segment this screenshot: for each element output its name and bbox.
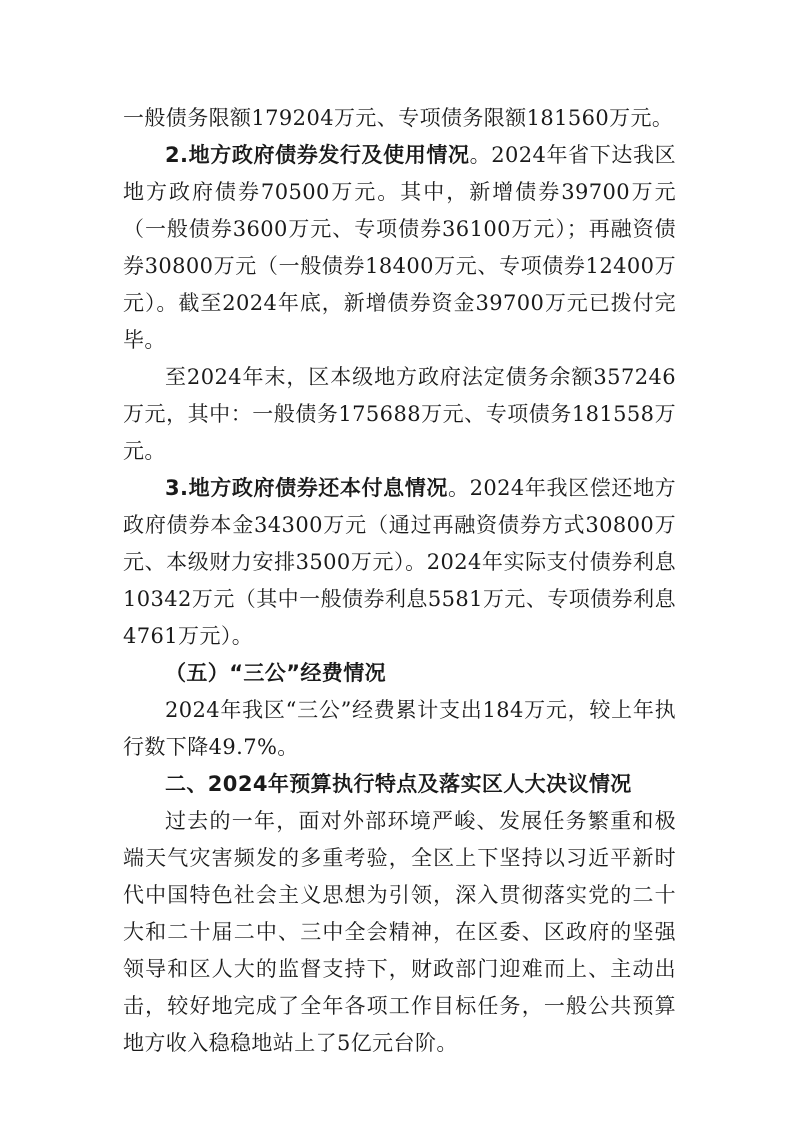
paragraph-text: 过去的一年，面对外部环境严峻、发展任务繁重和极端天气灾害频发的多重考验，全区上下坚持以习近平新时代中国特色社会主义思想为引领，深入贯彻落实党的二十大和二十届二中、三中全会精神，在区委、区政府的坚强领导和区人大的监督支持下，财政部门迎难而上、主动出击，较好地完成了全年各项工作目标任务，一般公共预算地方收入稳稳地站上了5亿元台阶。: [123, 809, 676, 1055]
paragraph-three-public-expenses: [123, 692, 676, 766]
heading-text: 二、2024年预算执行特点及落实区人大决议情况: [165, 772, 632, 796]
section-lead-bond-repayment: 3.地方政府债券还本付息情况: [165, 476, 449, 500]
document-body: [123, 100, 676, 1062]
paragraph-text: 。2024年我区偿还地方政府债券本金34300万元（通过再融资债券方式30800万元、本级财力安排3500万元）。2024年实际支付债券利息10342万元（其中一般债券利息5581万元、专项债券利息4761万元）。: [123, 476, 676, 648]
heading-three-public-expenses: [123, 655, 676, 692]
heading-budget-execution: [123, 766, 676, 803]
paragraph-text: 2024年我区“三公”经费累计支出184万元，较上年执行数下降49.7%。: [123, 698, 676, 759]
paragraph-debt-balance: [123, 359, 676, 470]
section-lead-bond-issuance: 2.地方政府债券发行及使用情况: [165, 143, 470, 167]
paragraph-debt-limits: [123, 100, 676, 137]
paragraph-bond-issuance: [123, 137, 676, 359]
paragraph-text: 。2024年省下达我区地方政府债券70500万元。其中，新增债券39700万元（一般债券3600万元、专项债券36100万元）；再融资债券30800万元（一般债券18400万元、专项债券12400万元）。截至2024年底，新增债券资金39700万元已拨付完毕。: [123, 143, 677, 352]
paragraph-bond-repayment: [123, 470, 676, 655]
paragraph-text: 至2024年末，区本级地方政府法定债务余额357246万元，其中：一般债务175688万元、专项债务181558万元。: [123, 365, 676, 463]
paragraph-text: 一般债务限额179204万元、专项债务限额181560万元。: [123, 106, 674, 130]
paragraph-budget-execution: [123, 803, 676, 1062]
heading-text: （五）“三公”经费情况: [165, 661, 387, 685]
